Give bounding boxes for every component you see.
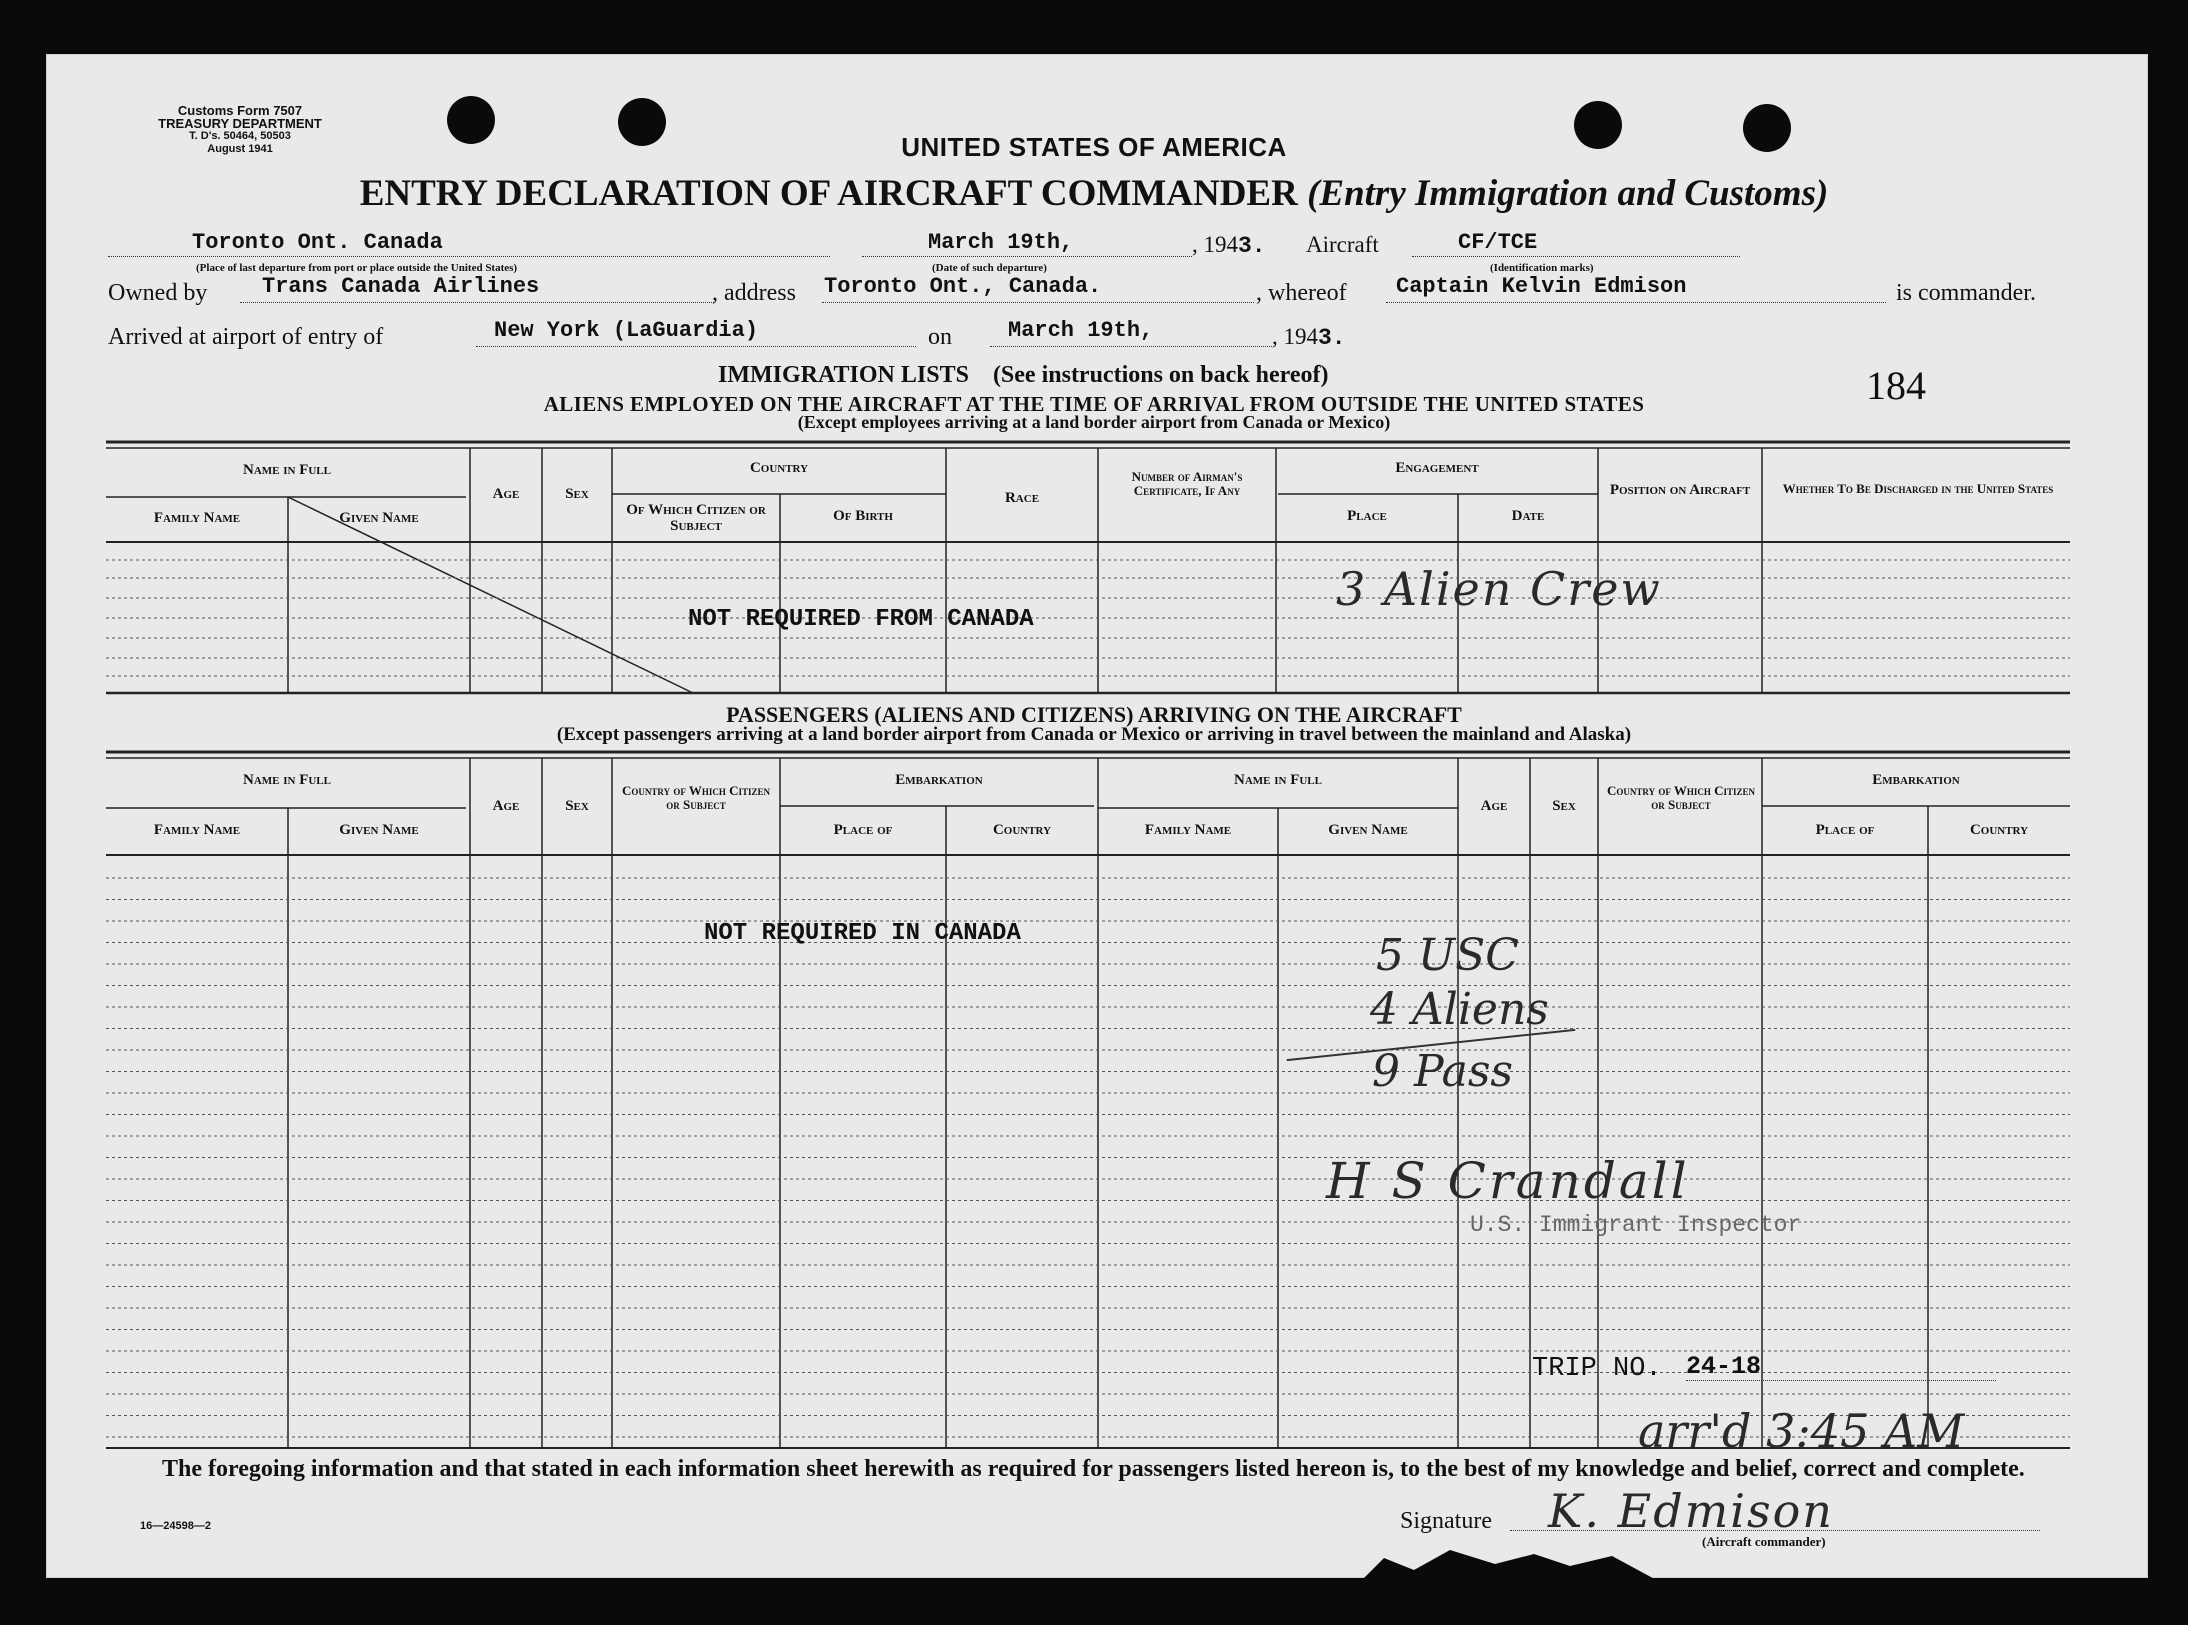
owner-label: Owned by — [108, 280, 208, 306]
year-suffix: 3. — [1238, 233, 1266, 259]
immigration-note: (See instructions on back hereof) — [992, 362, 1329, 388]
year-suffix: 3. — [1318, 325, 1346, 351]
year-prefix: , 194 — [1272, 324, 1318, 349]
signature-line — [1510, 1530, 2040, 1531]
whereof-label: , whereof — [1256, 280, 1347, 306]
departure-place-caption: (Place of last departure from port or place outside the United States) — [196, 262, 518, 274]
col-country-citizen-right: Country of Which Citizen or Subject — [1607, 783, 1755, 812]
owner-address: Toronto Ont., Canada. — [824, 274, 1102, 299]
trip-label: TRIP NO. — [1532, 1354, 1662, 1384]
form-code: 16—24598—2 — [140, 1520, 211, 1532]
col-race: Race — [1004, 490, 1040, 506]
immigration-title: IMMIGRATION LISTS — [718, 362, 969, 388]
passengers-sub: (Except passengers arriving at a land border airport from Canada or Mexico or arriving in travel between the mainland and Alaska) — [556, 724, 1632, 745]
col-family-name-left: Family Name — [153, 822, 241, 838]
dotted-line — [1686, 1380, 1996, 1381]
col-place-of-right: Place of — [1815, 822, 1875, 838]
col-age: Age — [492, 486, 520, 502]
department: TREASURY DEPARTMENT — [158, 116, 322, 131]
declaration-text: The foregoing information and that stated in each information sheet herewith as required for passengers listed hereon is, to the best of my knowledge and belief, correct and complete. — [162, 1456, 2025, 1482]
col-family-name-right: Family Name — [1144, 822, 1232, 838]
col-place: Place — [1347, 508, 1387, 524]
signature-label: Signature — [1400, 1508, 1492, 1534]
col-country: Country — [749, 460, 809, 476]
departure-date-caption: (Date of such departure) — [932, 262, 1047, 274]
country-heading: UNITED STATES OF AMERICA — [901, 132, 1287, 162]
col-place-of-left: Place of — [833, 822, 893, 838]
departure-place: Toronto Ont. Canada — [192, 230, 443, 255]
arrival-label: Arrived at airport of entry of — [108, 324, 384, 350]
col-sex: Sex — [565, 486, 589, 502]
handwritten-crew-note: 3 Alien Crew — [1336, 562, 1662, 616]
col-given-name-right: Given Name — [1328, 822, 1408, 838]
passengers-title: PASSENGERS (ALIENS AND CITIZENS) ARRIVING ON THE AIRCRAFT — [726, 702, 1462, 727]
col-given-name: Given Name — [339, 510, 419, 526]
col-engagement: Engagement — [1395, 460, 1479, 476]
col-age-right: Age — [1480, 798, 1508, 814]
commander-name: Captain Kelvin Edmison — [1396, 274, 1687, 299]
col-name-in-full: Name in Full — [242, 462, 331, 478]
col-certificate: Number of Airman's Certificate, If Any — [1131, 469, 1243, 498]
signature-caption: (Aircraft commander) — [1702, 1534, 1826, 1549]
arrival-date: March 19th, — [1008, 318, 1154, 343]
owner-name: Trans Canada Airlines — [262, 274, 540, 299]
departure-date: March 19th, — [928, 230, 1074, 255]
col-discharged: Whether To Be Discharged in the United States — [1782, 481, 2054, 496]
arrival-on-label: on — [928, 324, 952, 350]
col-age-left: Age — [492, 798, 520, 814]
col-given-name-left: Given Name — [339, 822, 419, 838]
trip-number: 24-18 — [1686, 1352, 1762, 1381]
aircraft-label: Aircraft — [1306, 232, 1379, 257]
col-citizen: Of Which Citizen or Subject — [626, 502, 766, 534]
page-number: 184 — [1866, 363, 1926, 408]
form-number: Customs Form 7507 — [177, 103, 303, 118]
handwritten-count-pass: 9 Pass — [1372, 1046, 1514, 1097]
col-embarkation-right: Embarkation — [1872, 772, 1960, 788]
col-country-citizen-left: Country of Which Citizen or Subject — [622, 783, 770, 812]
col-name-in-full-right: Name in Full — [1233, 772, 1322, 788]
immigration-sub2: (Except employees arriving at a land border airport from Canada or Mexico) — [797, 412, 1391, 432]
arrival-airport: New York (LaGuardia) — [494, 318, 759, 343]
aircraft-caption: (Identification marks) — [1490, 262, 1594, 274]
col-family-name: Family Name — [153, 510, 241, 526]
commander-label: is commander. — [1896, 280, 2036, 306]
year-prefix: , 194 — [1192, 232, 1238, 257]
not-required-stamp-1: NOT REQUIRED FROM CANADA — [688, 606, 1034, 633]
handwritten-count-aliens: 4 Aliens — [1370, 984, 1549, 1035]
col-sex-left: Sex — [565, 798, 589, 814]
td-numbers: T. D's. 50464, 50503 — [189, 130, 291, 142]
col-name-in-full-left: Name in Full — [242, 772, 331, 788]
not-required-stamp-2: NOT REQUIRED IN CANADA — [704, 920, 1021, 947]
immigration-sub1: ALIENS EMPLOYED ON THE AIRCRAFT AT THE TIME OF ARRIVAL FROM OUTSIDE THE UNITED STATES — [543, 392, 1645, 416]
col-position: Position on Aircraft — [1609, 482, 1751, 498]
col-sex-right: Sex — [1552, 798, 1576, 814]
inspector-title-stamp: U.S. Immigrant Inspector — [1470, 1212, 1802, 1238]
title-paren: (Entry Immigration and Customs) — [1307, 173, 1829, 214]
arrival-time-note: arr'd 3:45 AM — [1638, 1404, 1965, 1458]
col-embarkation-left: Embarkation — [895, 772, 983, 788]
title-main: ENTRY DECLARATION OF AIRCRAFT COMMANDER — [359, 173, 1298, 214]
aircraft-id: CF/TCE — [1458, 230, 1538, 255]
col-date: Date — [1511, 508, 1545, 524]
form-date: August 1941 — [207, 143, 273, 155]
inspector-signature: H S Crandall — [1326, 1152, 1690, 1210]
address-label: , address — [712, 280, 796, 306]
commander-signature: K. Edmison — [1548, 1484, 1834, 1538]
col-country-left: Country — [992, 822, 1052, 838]
col-birth: Of Birth — [833, 508, 893, 524]
col-country-right: Country — [1969, 822, 2029, 838]
handwritten-count-usc: 5 USC — [1376, 930, 1519, 981]
